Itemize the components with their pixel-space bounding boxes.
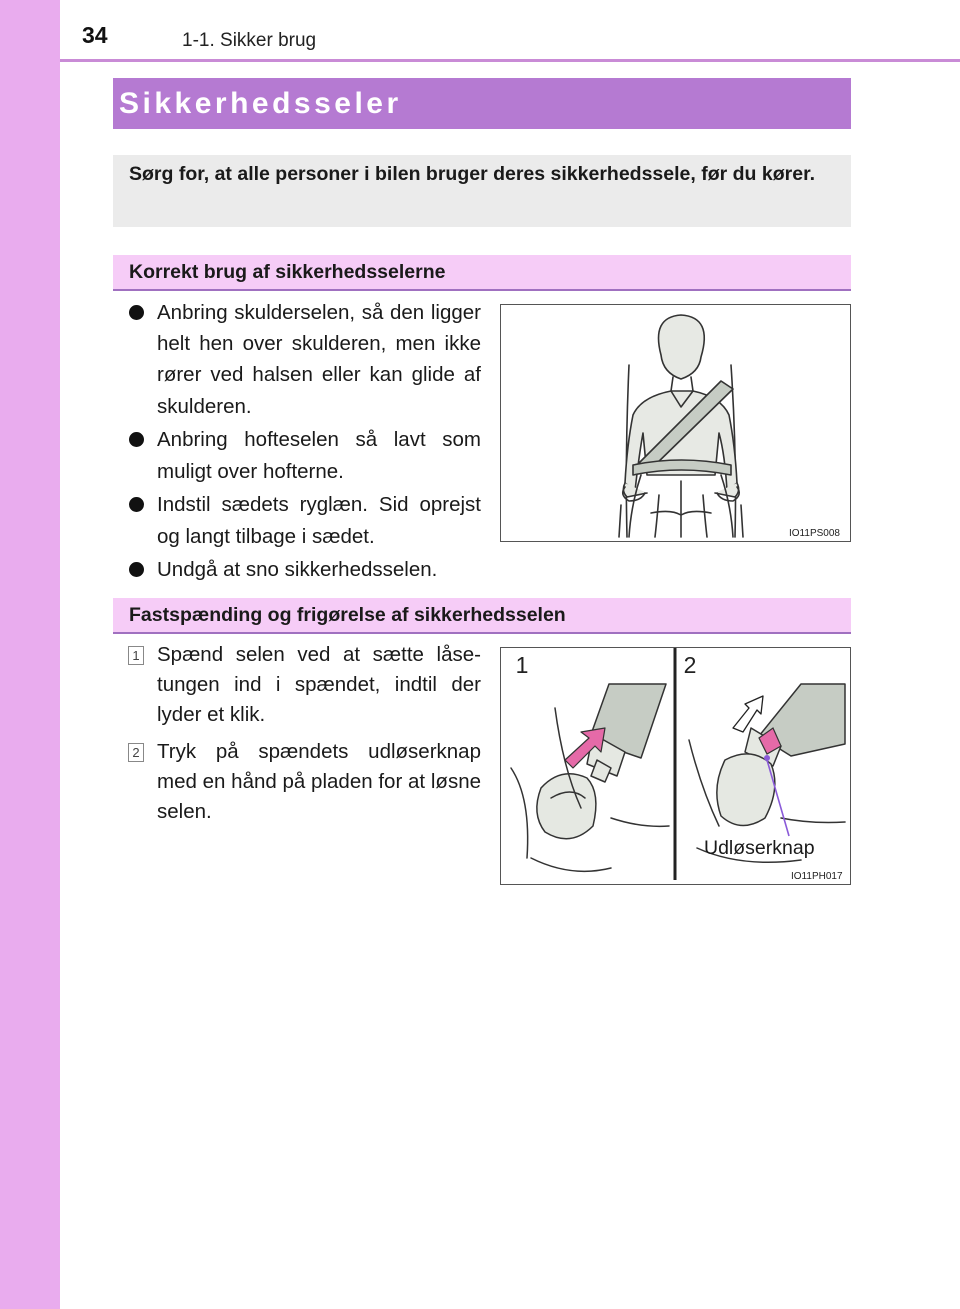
list-item [128, 489, 481, 551]
step-text: Spænd selen ved at sætte låse-tungen ind i spændet, indtil der lyder et klik. [157, 643, 481, 726]
list-item [128, 424, 481, 486]
bullet-text: Anbring hofteselen så lavt som muligt over hofterne. [157, 428, 481, 483]
figure-code: IO11PS008 [789, 528, 840, 539]
bullet-list [128, 297, 481, 588]
list-item [128, 297, 481, 422]
bullet-dot-icon [129, 562, 144, 577]
header-divider [60, 59, 960, 62]
bullet-dot-icon [129, 305, 144, 320]
bullet-text: Anbring skulderselen, så den ligger helt hen over skulderen, men ikke rører ved halsen eller kan glide af skulderen. [157, 301, 481, 418]
section-header: 1-1. Sikker brug [182, 30, 317, 51]
page-number: 34 [82, 22, 108, 48]
bullet-dot-icon [129, 432, 144, 447]
list-item [128, 640, 481, 730]
step-number: 1 [128, 646, 144, 665]
release-button-callout: Udløserknap [704, 837, 815, 859]
section-heading-fastening: Fastspænding og frigørelse af sikkerhedsselen [113, 598, 851, 634]
figure-seated-person [500, 304, 851, 542]
panel-number-1: 1 [515, 652, 529, 678]
seated-person-illustration [501, 305, 849, 540]
panel-number-2: 2 [683, 652, 697, 678]
bullet-dot-icon [129, 497, 144, 512]
figure-code: IO11PH017 [791, 871, 843, 882]
step-text: Tryk på spændets udløserknap med en hånd på pladen for at løsne selen. [157, 740, 481, 823]
bullet-text: Indstil sædets ryglæn. Sid oprejst og langt tilbage i sædet. [157, 493, 481, 548]
step-number: 2 [128, 743, 144, 762]
intro-box: Sørg for, at alle personer i bilen bruger deres sikkerhedssele, før du kører. [113, 155, 851, 227]
title-banner [113, 78, 851, 129]
step-list [128, 640, 481, 834]
section-heading-correct-use: Korrekt brug af sikkerhedsselerne [113, 255, 851, 291]
list-item [128, 554, 481, 585]
figure-buckle [500, 647, 851, 885]
page-title: Sikkerhedsseler [119, 87, 402, 120]
bullet-text: Undgå at sno sikkerhedsselen. [157, 558, 438, 582]
list-item [128, 737, 481, 827]
page-side-tab [0, 0, 60, 1309]
